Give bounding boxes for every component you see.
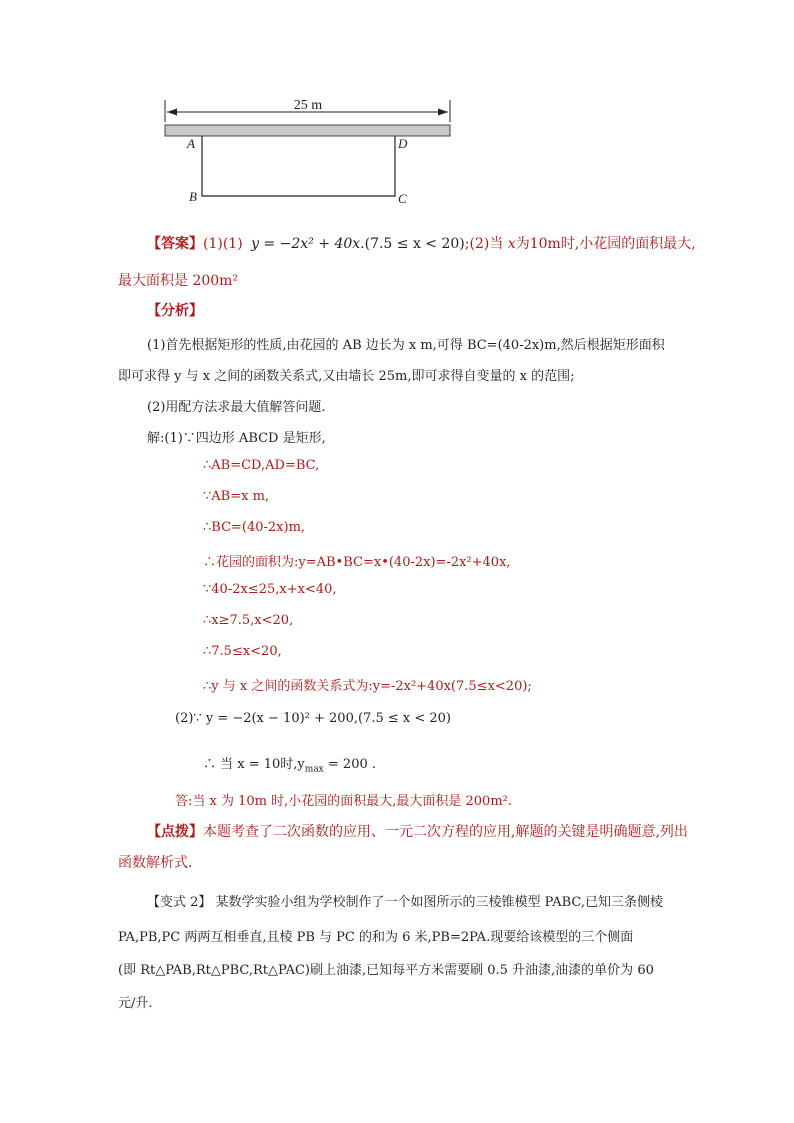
- analysis-tag: 【分析】: [147, 303, 203, 319]
- solution-line-3: ∴BC=(40-2x)m,: [203, 520, 306, 535]
- answer-line-1: [147, 233, 696, 253]
- answer-part2-text: 为10m时,小花园的面积最大,: [515, 236, 696, 252]
- label-a: A: [187, 136, 195, 151]
- solution-line-7: ∴7.5≤x<20,: [203, 644, 282, 659]
- garden-rectangle: [202, 136, 395, 196]
- variant-line-1: 【变式 2】 某数学实验小组为学校制作了一个如图所示的三棱锥模型 PABC,已知三条侧棱: [147, 895, 664, 910]
- variant-line-2: PA,PB,PC 两两互相垂直,且棱 PB 与 PC 的和为 6 米,PB=2PA.现要给该模型的三个侧面: [118, 930, 634, 945]
- solution-line-10-text: ∴ 当 x = 10时,y: [203, 757, 305, 772]
- solution-line-9: (2)∵ y = −2(x − 10)² + 200,(7.5 ≤ x < 20): [175, 711, 451, 726]
- answer-line-2: 最大面积是 200m²: [118, 273, 239, 289]
- analysis-line-1: (1)首先根据矩形的性质,由花园的 AB 边长为 x m,可得 BC=(40-2x)m,然后根据矩形面积: [147, 338, 665, 353]
- comment-text: 本题考查了二次函数的应用、一元二次方程的应用,解题的关键是明确题意,列出: [203, 824, 688, 840]
- variant-line-4: 元/升.: [118, 996, 153, 1011]
- width-label: 25 m: [293, 98, 323, 113]
- solution-line-10-end: = 200 .: [323, 757, 377, 772]
- label-b: B: [189, 189, 197, 204]
- analysis-line-2: 即可求得 y 与 x 之间的函数关系式,又由墙长 25m,即可求得自变量的 x 的范围;: [118, 369, 575, 384]
- answer-equation: y = −2x² + 40x: [251, 236, 361, 252]
- answer-x: x: [507, 236, 516, 252]
- solution-line-8: ∴y 与 x 之间的函数关系式为:y=-2x²+40x(7.5≤x<20);: [203, 679, 532, 694]
- answer-part1-label: (1)(1): [203, 236, 243, 252]
- variant-line-3: (即 Rt△PAB,Rt△PBC,Rt△PAC)刷上油漆,已知每平方米需要刷 0.5 升油漆,油漆的单价为 60: [118, 963, 654, 978]
- garden-figure: [150, 92, 470, 212]
- solution-line-10: [203, 753, 376, 775]
- answer-domain: .(7.5 ≤ x < 20): [360, 236, 465, 252]
- ymax-subscript: max: [304, 764, 324, 775]
- label-c: C: [398, 191, 407, 206]
- comment-tag: 【点拨】: [147, 824, 203, 840]
- answer-tag: 【答案】: [147, 236, 203, 252]
- solution-line-4: ∴花园的面积为:y=AB•BC=x•(40-2x)=-2x²+40x,: [203, 555, 511, 570]
- solution-line-1: ∴AB=CD,AD=BC,: [203, 458, 320, 473]
- label-d: D: [398, 136, 408, 151]
- solution-line-6: ∴x≥7.5,x<20,: [203, 613, 294, 628]
- answer-part2-label: ;(2)当: [464, 236, 504, 252]
- solution-line-5: ∵40-2x≤25,x+x<40,: [203, 582, 337, 597]
- wall: [165, 125, 450, 136]
- comment-line-1: [147, 821, 688, 841]
- solution-answer: 答:当 x 为 10m 时,小花园的面积最大,最大面积是 200m².: [175, 794, 512, 809]
- comment-line-2: 函数解析式.: [118, 855, 193, 871]
- analysis-line-3: (2)用配方法求最大值解答问题.: [147, 400, 326, 415]
- solution-line-0: 解:(1)∵四边形 ABCD 是矩形,: [147, 431, 326, 446]
- solution-line-2: ∵AB=x m,: [203, 489, 270, 504]
